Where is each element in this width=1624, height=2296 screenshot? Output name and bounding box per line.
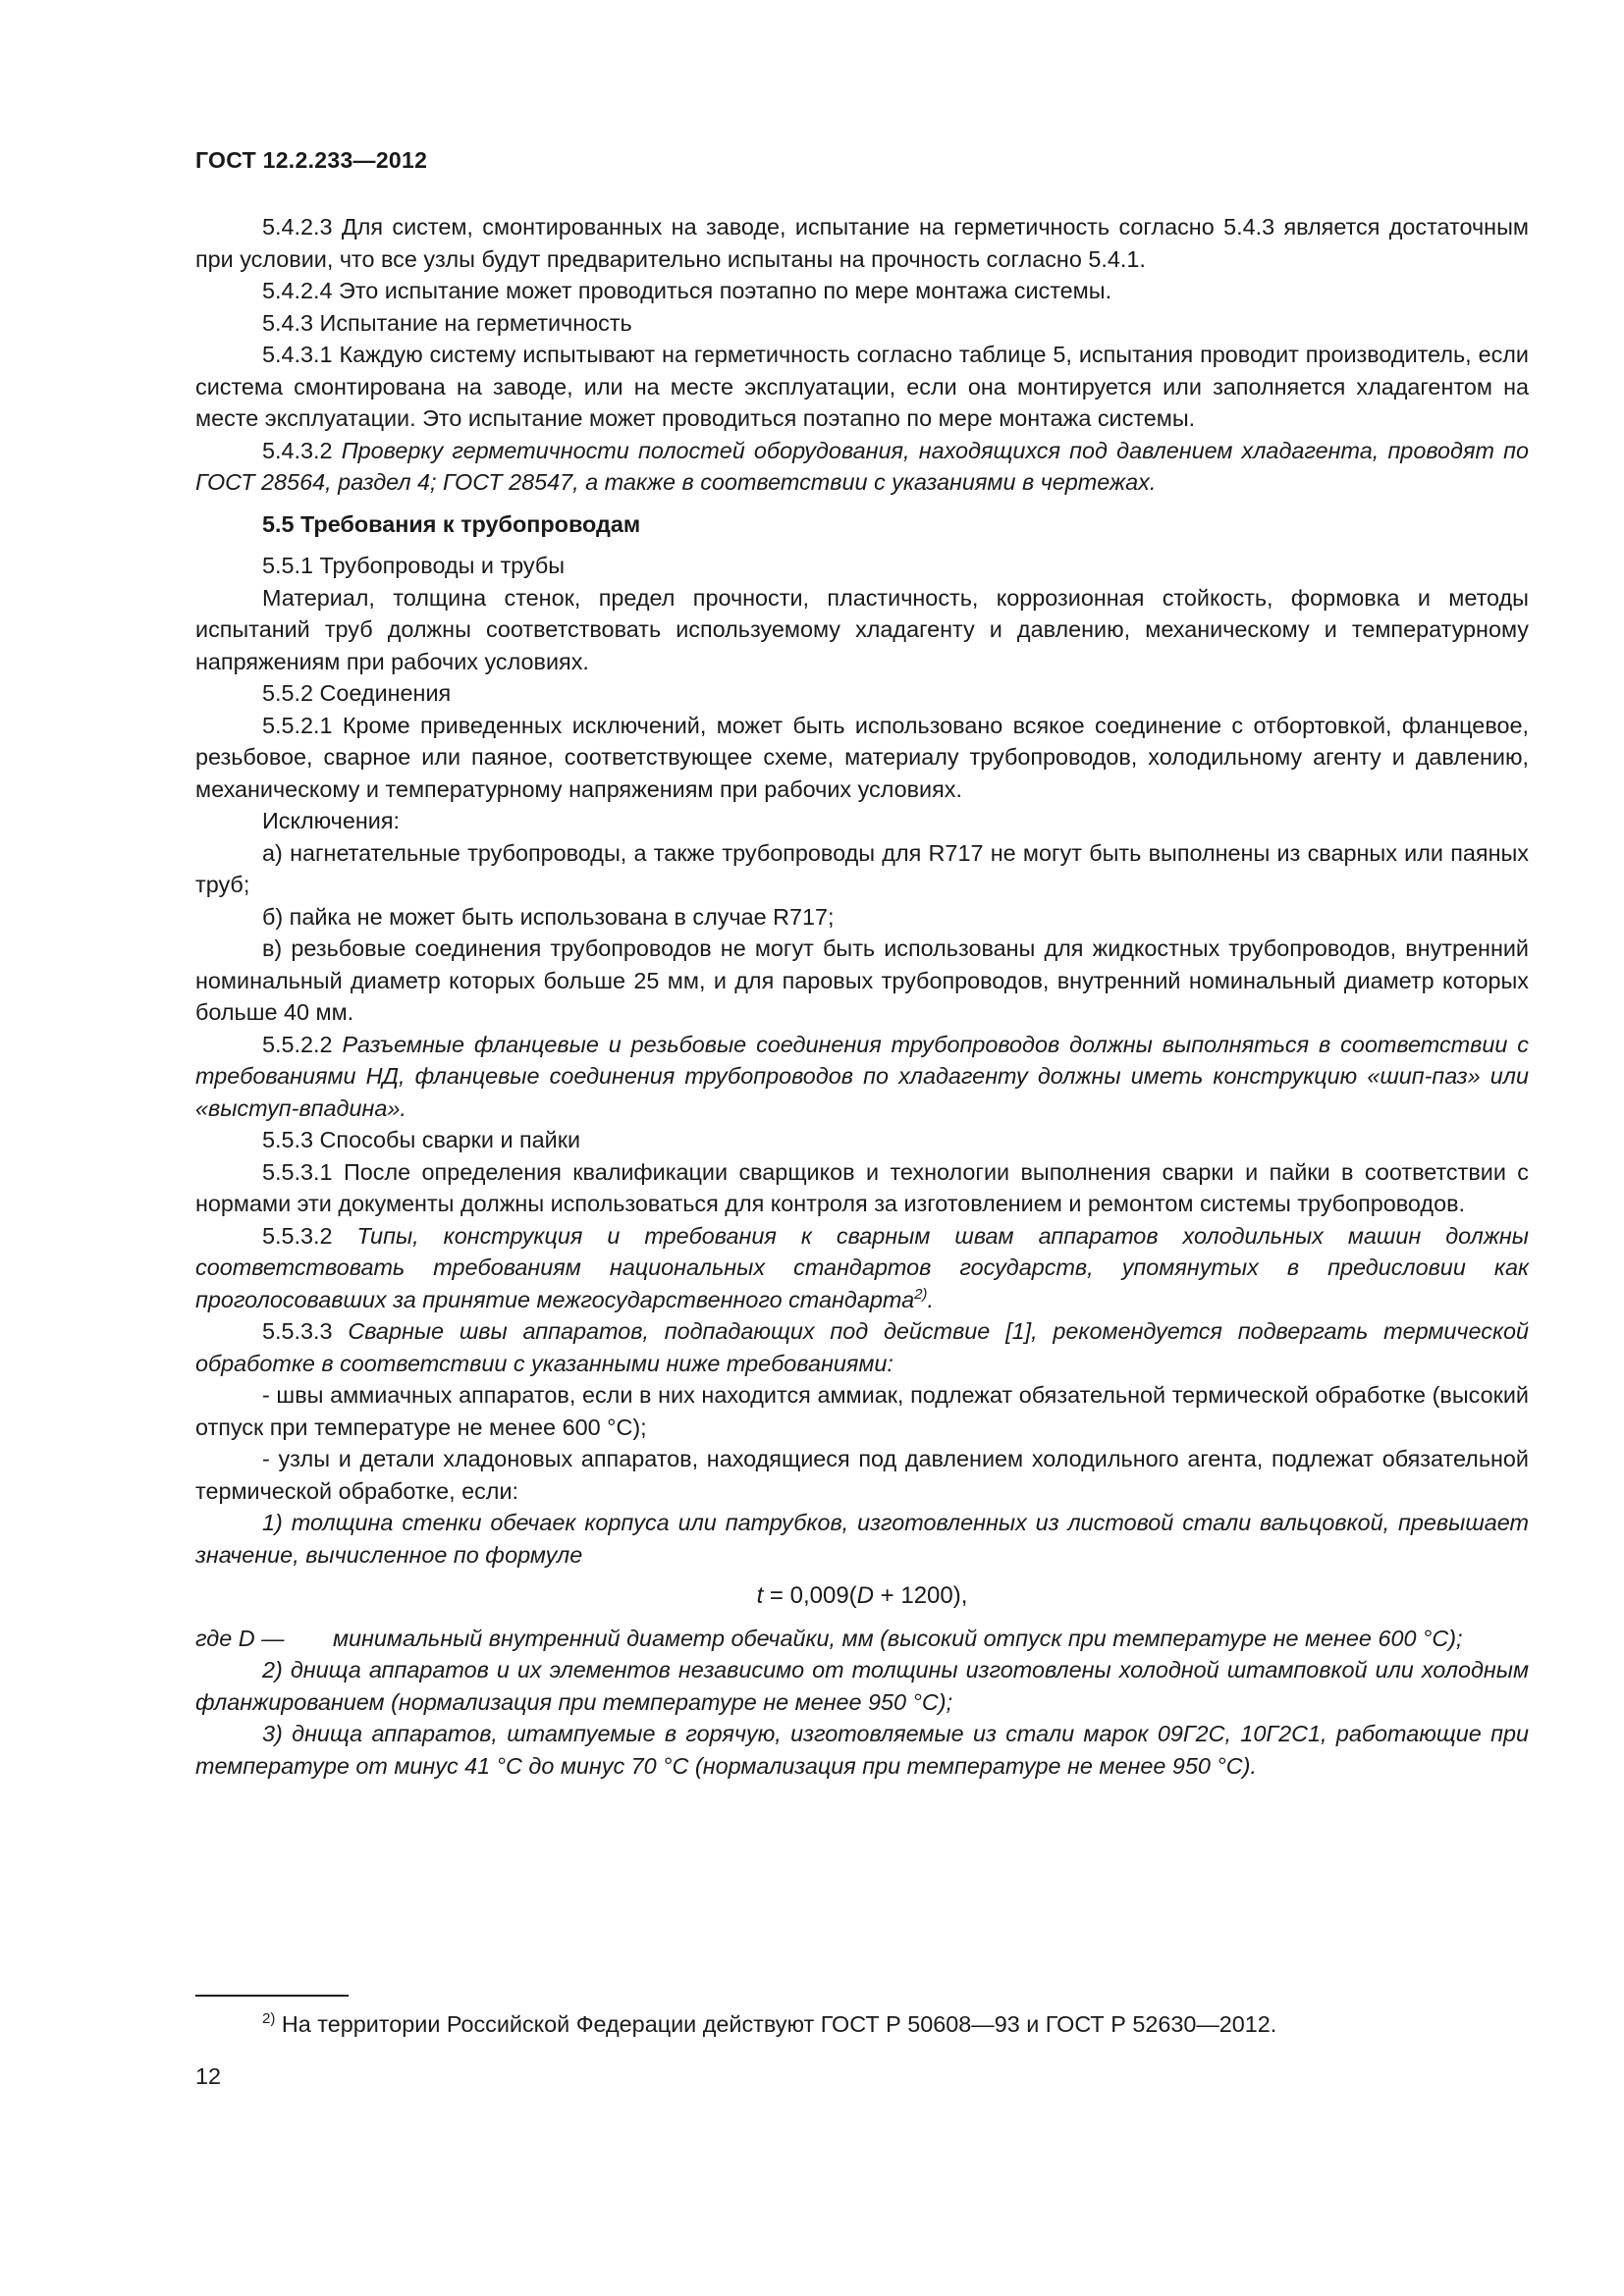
clause-text: Проверку герметичности полостей оборудования, находящихся под давлением хладагента, проводят по ГОСТ 28564, раздел 4; ГОСТ 28547, а также в соответствии с указаниями в чертежах. <box>195 437 1529 495</box>
condition-3: 3) днища аппаратов, штампуемые в горячую, изготовляемые из стали марок 09Г2С, 10Г2С1, работающие при температуре от минус 41 °С до минус 70 °С (нормализация при температуре не менее 950 °С). <box>195 1721 1529 1779</box>
condition-2: 2) днища аппаратов и их элементов независимо от толщины изготовлены холодной штамповкой или холодным фланжированием (нормализация при температуре не менее 950 °С); <box>195 1657 1529 1715</box>
paragraph-5-4-2-3: 5.4.2.3 Для систем, смонтированных на заводе, испытание на герметичность согласно 5.4.3 является достаточным при условии, что все узлы будут предварительно испытаны на прочность согласно 5.4.1. <box>195 214 1529 272</box>
where-definition: минимальный внутренний диаметр обечайки, мм (высокий отпуск при температуре не менее 600 °С); <box>333 1625 1463 1651</box>
footnote-mark: 2) <box>262 2010 276 2028</box>
list-item-a: а) нагнетательные трубопроводы, а также трубопроводы для R717 не могут быть выполнены из сварных или паяных труб; <box>195 839 1529 897</box>
bullet-freon: - узлы и детали хладоновых аппаратов, находящиеся под давлением холодильного агента, подлежат обязательной термической обработке, если: <box>195 1446 1529 1504</box>
footnote-reference: 2) <box>914 1285 928 1303</box>
clause-number: 5.5.3.3 <box>262 1318 333 1344</box>
clause-number: 5.5.3.2 <box>262 1222 333 1249</box>
section-heading-5-5-3: 5.5.3 Способы сварки и пайки <box>262 1127 581 1152</box>
paragraph-materials: Материал, толщина стенок, предел прочности, пластичность, коррозионная стойкость, формовка и методы испытаний труб должны соответствовать используемому хладагенту и давлению, механическому и температурному напряжениям при рабочих условиях. <box>195 584 1529 674</box>
paragraph-5-4-3-2 <box>195 435 1529 499</box>
clause-text: Разъемные фланцевые и резьбовые соединения трубопроводов должны выполняться в соответствии с требованиями НД, фланцевые соединения трубопроводов по хладагенту должны иметь конструкцию «шип-паз» или «выступ-впадина». <box>195 1031 1529 1121</box>
paragraph-5-5-2-2 <box>195 1029 1529 1125</box>
formula <box>195 1580 1529 1613</box>
list-item-b: б) пайка не может быть использована в случае R717; <box>262 903 835 930</box>
paragraph-5-5-3-1: 5.5.3.1 После определения квалификации сварщиков и технологии выполнения сварки и пайки в соответствии с нормами эти документы должны использоваться для контроля за изготовлением и ремонтом системы трубопроводов. <box>195 1158 1529 1216</box>
document-header: ГОСТ 12.2.233—2012 <box>195 147 428 173</box>
footnote-separator <box>195 1995 349 1997</box>
formula-explanation <box>195 1623 1529 1655</box>
section-heading-5-5-2: 5.5.2 Соединения <box>262 680 452 706</box>
section-heading-5-4-3: 5.4.3 Испытание на герметичность <box>262 309 632 336</box>
paragraph-5-4-2-4: 5.4.2.4 Это испытание может проводиться поэтапно по мере монтажа системы. <box>262 278 1112 303</box>
clause-text: Типы, конструкция и требования к сварным швам аппаратов холодильных машин должны соответствовать требованиям национальных стандартов государств, упомянутых в предисловии как проголосовавших за принятие межгосударственного стандарта <box>195 1222 1529 1312</box>
section-heading-5-5-1: 5.5.1 Трубопроводы и трубы <box>262 553 566 578</box>
clause-text: Сварные швы аппаратов, подпадающих под действие [1], рекомендуется подвергать термической обработке в соответствии с указанными ниже требованиями: <box>195 1318 1530 1376</box>
bullet-ammonia: - швы аммиачных аппаратов, если в них находится аммиак, подлежат обязательной термической обработке (высокий отпуск при температуре не менее 600 °С); <box>195 1382 1529 1440</box>
clause-number: 5.4.3.2 <box>262 437 333 463</box>
formula-var-d: D <box>856 1582 874 1609</box>
paragraph-5-5-3-3 <box>195 1315 1529 1379</box>
list-item-v: в) резьбовые соединения трубопроводов не могут быть использованы для жидкостных трубопроводов, внутренний номинальный диаметр которых больше 25 мм, и для паровых трубопроводов, внутренний номинальный диаметр которых больше 40 мм. <box>195 935 1529 1025</box>
clause-end: . <box>927 1286 934 1312</box>
paragraph-5-4-3-1: 5.4.3.1 Каждую систему испытывают на герметичность согласно таблице 5, испытания проводит производитель, если система смонтирована на заводе, или на месте эксплуатации, если она монтируется или заполняется хладагентом на месте эксплуатации. Это испытание может проводиться поэтапно по мере монтажа системы. <box>195 342 1529 431</box>
condition-1: 1) толщина стенки обечаек корпуса или патрубков, изготовленных из листовой стали вальцовкой, превышает значение, вычисленное по формуле <box>195 1510 1529 1568</box>
paragraph-5-5-2-1: 5.5.2.1 Кроме приведенных исключений, может быть использовано всякое соединение с отбортовкой, фланцевое, резьбовое, сварное или паяное, соответствующее схеме, материалу трубопроводов, холодильному агенту и давлению, механическому и температурному напряжениям при рабочих условиях. <box>195 712 1529 802</box>
clause-number: 5.5.2.2 <box>262 1031 333 1057</box>
formula-rest: + 1200), <box>874 1582 968 1609</box>
formula-var-t: t <box>756 1582 764 1609</box>
paragraph-5-5-3-2 <box>195 1220 1529 1316</box>
formula-eq: = 0,009( <box>763 1582 857 1609</box>
paragraph-exceptions-label: Исключения: <box>262 808 401 833</box>
footnote-text: На территории Российской Федерации действуют ГОСТ Р 50608—93 и ГОСТ Р 52630—2012. <box>275 2011 1277 2037</box>
where-term: где D — <box>195 1625 285 1651</box>
page-number: 12 <box>195 2063 222 2089</box>
document-body <box>195 211 1529 1782</box>
section-heading-5-5: 5.5 Требования к трубопроводам <box>262 510 641 537</box>
footnote <box>262 2008 1529 2040</box>
